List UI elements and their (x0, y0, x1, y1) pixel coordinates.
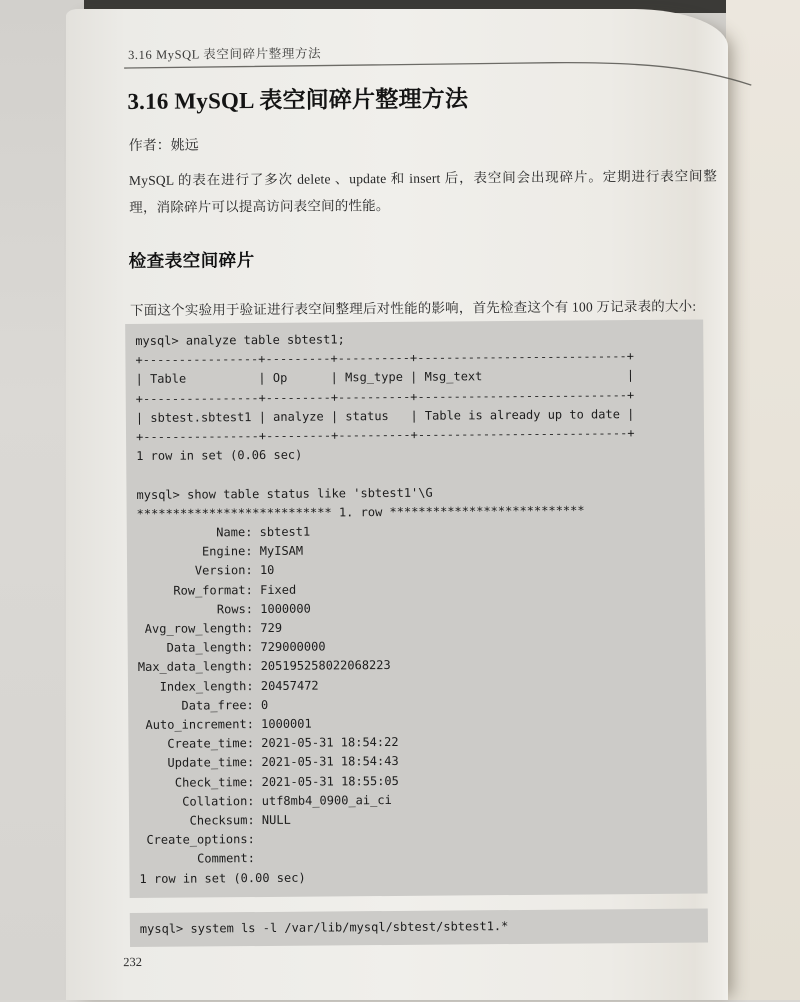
running-header: 3.16 MySQL 表空间碎片整理方法 (127, 46, 322, 63)
terminal-output-analyze-and-show-table-status: mysql> analyze table sbtest1; +----------------+---------+----------+-----------------------------+ | Table | Op | Msg_type | Msg_text | +----------------+---------+----------+-----------------------------+ | sbtest.sbtest1 | analyze | status | Table is already up to date | +----------------+---------+----------+-----------------------------+ 1 row in set (0.06 sec) mysql> show table status like 'sbtest1'\G *************************** 1. row *************************** Name: sbtest1 Engine: MyISAM Version: 10 Row_format: Fixed Rows: 1000000 Avg_row_length: 729 Data_length: 729000000 Max_data_length: 205195258022068223 Index_length: 20457472 Data_free: 0 Auto_increment: 1000001 Create_time: 2021-05-31 18:54:22 Update_time: 2021-05-31 18:54:43 Check_time: 2021-05-31 18:55:05 Collation: utf8mb4_0900_ai_ci Checksum: NULL Create_options: Comment: 1 row in set (0.00 sec) (125, 320, 707, 899)
book-page (66, 9, 728, 1000)
author-line: 作者：姚远 (128, 136, 199, 154)
section-lead: 下面这个实验用于验证进行表空间整理后对性能的影响，首先检查这个有 100 万记录表的大小: (129, 298, 697, 319)
terminal-command-system-ls: mysql> system ls -l /var/lib/mysql/sbtest/sbtest1.* (130, 908, 708, 947)
desk-background (726, 0, 800, 1000)
page-content (66, 6, 736, 1002)
intro-paragraph: MySQL 的表在进行了多次 delete 、update 和 insert 后，表空间会出现碎片。定期进行表空间整理，消除碎片可以提高访问表空间的性能。 (128, 168, 718, 216)
page-number: 232 (123, 954, 142, 970)
page-title: 3.16 MySQL 表空间碎片整理方法 (127, 86, 469, 115)
section-heading: 检查表空间碎片 (128, 250, 255, 272)
